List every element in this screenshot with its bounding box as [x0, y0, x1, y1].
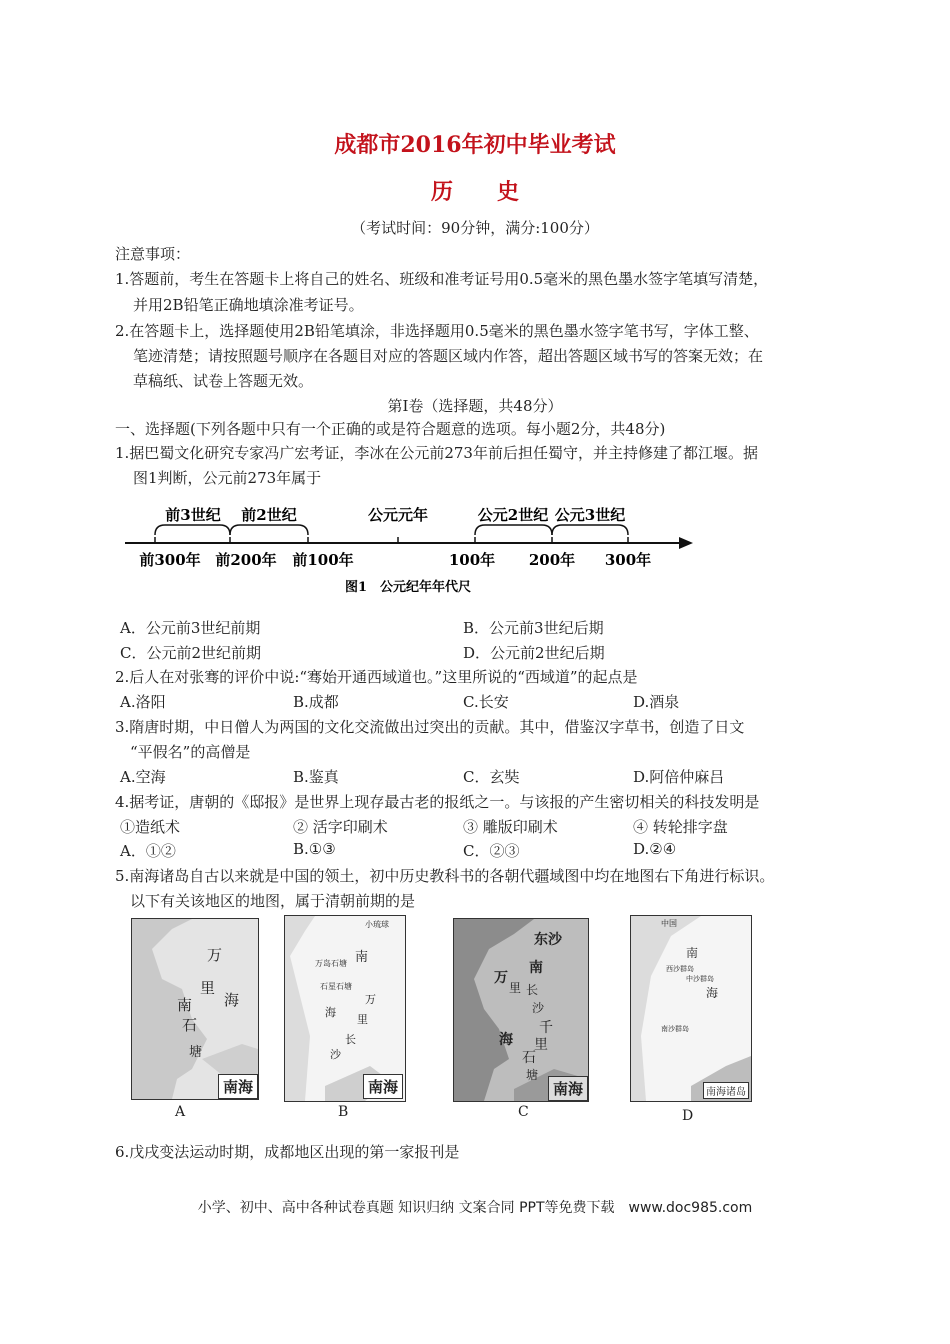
map-b-corner: 南海: [363, 1074, 403, 1099]
label-bc3c: 前3世纪: [165, 506, 221, 524]
q1-option-b: B．公元前3世纪后期: [463, 619, 604, 637]
q2-line-1: 2.后人在对张骞的评价中说:“骞始开通西域道也。”这里所说的“西域道”的起点是: [115, 668, 638, 686]
map-d-label-4: 西沙群岛: [666, 965, 694, 973]
tick-bc100: 前100年: [292, 551, 354, 569]
q5-line-1: 5.南海诸岛自古以来就是中国的领土，初中历史教科书的各朝代疆域图中均在地图右下角进行标识。: [115, 867, 775, 885]
volume-heading: 第Ⅰ卷（选择题，共48分）: [387, 397, 563, 415]
tick-ad100: 100年: [448, 551, 496, 569]
q1-option-d: D．公元前2世纪后期: [463, 644, 605, 662]
tick-bc200: 前200年: [215, 551, 277, 569]
map-b-label-7: 万岛石塘: [315, 959, 347, 968]
q1-line-2: 图1判断，公元前273年属于: [133, 469, 322, 487]
map-c-label-11: 海: [499, 1032, 513, 1048]
map-b: [284, 915, 406, 1102]
map-b-label-9: 小琉球: [365, 920, 389, 929]
map-a-label-4: 南: [177, 996, 193, 1014]
note-2-line-1: 2.在答题卡上，选择题使用2B铅笔填涂，非选择题用0.5毫米的黑色墨水签字笔书写，字体工整、: [115, 322, 759, 340]
timeline-figure: [115, 495, 715, 605]
map-c-label-1: 东沙: [534, 932, 562, 948]
map-b-label-2: 万: [365, 993, 376, 1006]
map-d-label-3: 海: [706, 986, 719, 1000]
map-a-label-5: 石: [182, 1016, 198, 1034]
exam-info: （考试时间：90分钟，满分:100分）: [351, 219, 599, 237]
q1-option-c: C．公元前2世纪前期: [120, 644, 262, 662]
map-a-label-1: 万: [207, 946, 223, 964]
map-d-letter: D: [682, 1108, 694, 1124]
map-b-label-8: 石星石塘: [320, 982, 352, 991]
q4-item-1: ①造纸术: [120, 818, 181, 836]
q1-option-a: A．公元前3世纪前期: [120, 619, 261, 637]
q4-option-b: B.①③: [293, 840, 336, 858]
footer-text: 小学、初中、高中各种试卷真题 知识归纳 文案合同 PPT等免费下载 www.doc985.com: [197, 1200, 753, 1216]
subject-title: 历 史: [430, 179, 519, 205]
map-a-letter: A: [175, 1104, 186, 1120]
label-ad2c: 公元2世纪: [477, 506, 549, 524]
q2-option-c: C.长安: [463, 693, 509, 711]
map-c-label-3: 万: [494, 970, 508, 986]
q3-option-c: C．玄奘: [463, 768, 520, 786]
map-c-label-5: 长: [526, 983, 539, 997]
map-c-label-10: 塘: [526, 1068, 539, 1082]
q3-line-1: 3.隋唐时期，中日僧人为两国的文化交流做出过突出的贡献。其中，借鉴汉字草书，创造了日文: [115, 718, 745, 736]
map-b-letter: B: [338, 1104, 349, 1120]
map-a-label-2: 里: [200, 979, 216, 997]
q4-option-c: C．②③: [463, 842, 520, 860]
label-bc2c: 前2世纪: [241, 506, 297, 524]
map-d-corner: 南海诸岛: [703, 1082, 749, 1099]
note-1-line-1: 1.答题前，考生在答题卡上将自己的姓名、班级和准考证号用0.5毫米的黑色墨水签字笔填写清楚，: [115, 270, 769, 288]
map-b-label-5: 长: [345, 1033, 356, 1046]
q3-option-b: B.鉴真: [293, 768, 339, 786]
q4-option-d: D.②④: [633, 840, 677, 858]
map-a-corner: 南海: [218, 1074, 258, 1099]
map-c: [453, 918, 589, 1102]
map-c-label-8: 里: [534, 1037, 548, 1053]
q2-option-b: B.成都: [293, 693, 339, 711]
map-c-label-6: 沙: [532, 1001, 545, 1015]
map-d-label-2: 南: [686, 946, 699, 960]
note-2-line-3: 草稿纸、试卷上答题无效。: [133, 372, 314, 390]
q2-option-a: A.洛阳: [120, 693, 166, 711]
map-a-label-6: 塘: [189, 1045, 203, 1060]
tick-bc300: 前300年: [139, 551, 201, 569]
map-c-label-9: 石: [522, 1050, 536, 1066]
q4-item-3: ③ 雕版印刷术: [463, 818, 558, 836]
exam-title: 成都市2016年初中毕业考试: [334, 132, 616, 158]
label-ad3c: 公元3世纪: [554, 506, 626, 524]
figure-caption: 图1 公元纪年年代尺: [344, 580, 472, 595]
q3-line-2: “平假名”的高僧是: [130, 743, 251, 761]
notes-heading: 注意事项：: [115, 245, 191, 263]
note-2-line-2: 笔迹清楚；请按照题号顺序在各题目对应的答题区域内作答，超出答题区域书写的答案无效；在: [133, 347, 764, 365]
map-d-label-5: 中沙群岛: [686, 975, 714, 983]
axis-arrow-icon: [679, 537, 693, 549]
q3-option-a: A.空海: [120, 768, 166, 786]
tick-ad300: 300年: [604, 551, 652, 569]
map-d-label-1: 中国: [661, 919, 677, 928]
tick-ad200: 200年: [528, 551, 576, 569]
q2-option-d: D.酒泉: [633, 693, 680, 711]
q4-item-2: ② 活字印刷术: [293, 818, 388, 836]
section-instructions: 一、选择题(下列各题中只有一个正确的或是符合题意的选项。每小题2分，共48分): [115, 420, 666, 438]
map-a: [131, 918, 259, 1100]
map-c-label-7: 千: [539, 1020, 553, 1036]
q4-item-4: ④ 转轮排字盘: [633, 818, 728, 836]
map-c-corner: 南海: [548, 1076, 588, 1101]
map-d-label-6: 南沙群岛: [661, 1025, 689, 1033]
map-b-label-3: 里: [357, 1013, 368, 1026]
map-b-label-6: 沙: [330, 1048, 341, 1061]
q5-line-2: 以下有关该地区的地图，属于清朝前期的是: [130, 892, 416, 910]
q4-option-a: A．①②: [120, 842, 176, 860]
map-c-label-4: 里: [509, 981, 522, 995]
note-1-line-2: 并用2B铅笔正确地填涂准考证号。: [133, 296, 364, 314]
map-b-label-1: 南: [355, 950, 369, 965]
q4-line-1: 4.据考证，唐朝的《邸报》是世界上现存最古老的报纸之一。与该报的产生密切相关的科技发明是: [115, 793, 760, 811]
map-a-label-3: 海: [224, 991, 240, 1009]
map-b-label-4: 海: [325, 1006, 336, 1019]
q3-option-d: D.阿倍仲麻吕: [633, 768, 725, 786]
q1-line-1: 1.据巴蜀文化研究专家冯广宏考证，李冰在公元前273年前后担任蜀守，并主持修建了都江堰。据: [115, 444, 758, 462]
q6-line-1: 6.戊戌变法运动时期，成都地区出现的第一家报刊是: [115, 1143, 460, 1161]
label-ad1: 公元元年: [367, 506, 429, 524]
map-c-label-2: 南: [529, 960, 543, 976]
map-c-letter: C: [518, 1104, 529, 1120]
map-d: [630, 915, 752, 1102]
